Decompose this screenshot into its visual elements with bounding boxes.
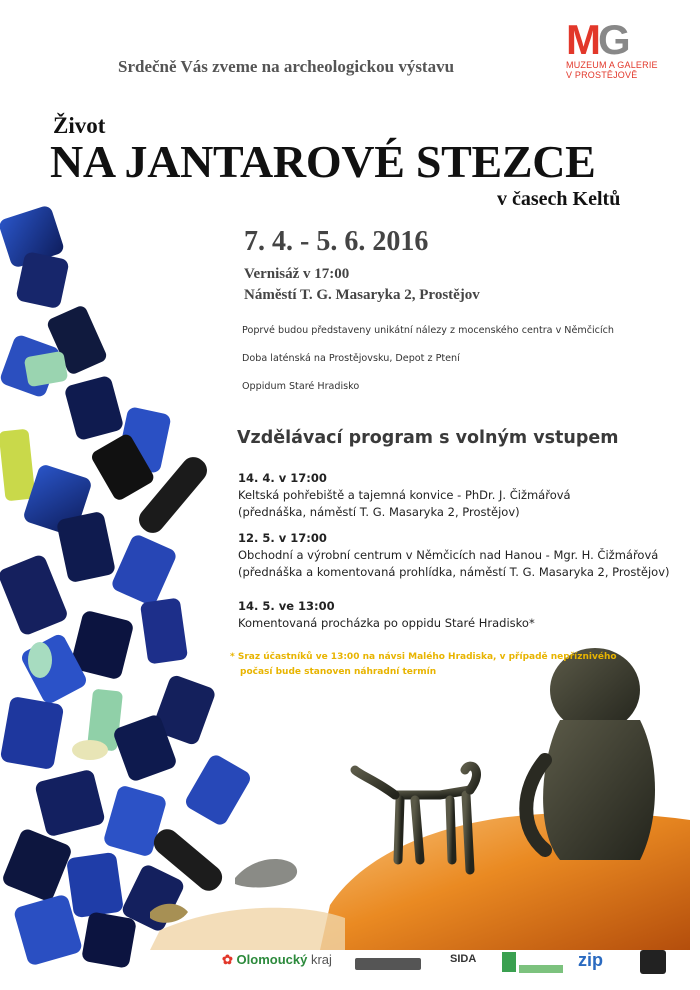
- note-line: * Sraz účastníků ve 13:00 na návsi Malého Hradiska, v případě nepříznivého: [230, 652, 617, 662]
- vernisage-block: [244, 264, 480, 306]
- vernisage-time: Vernisáž v 17:00: [244, 266, 350, 282]
- olomoucky-kraj-flower-icon: ✿: [222, 952, 233, 967]
- logo-letter-g: G: [598, 16, 628, 63]
- event-date: 14. 4. v 17:00: [238, 471, 327, 485]
- highlight-line: Poprvé budou představeny unikátní nálezy z mocenského centra v Němčicích: [242, 325, 614, 336]
- logo-line-2: V PROSTĚJOVĚ: [566, 70, 638, 80]
- partner-zip-label: zip: [578, 950, 603, 970]
- logo-line-1: MUZEUM A GALERIE: [566, 60, 658, 70]
- highlight-line: Doba laténská na Prostějovsku, Depot z Ptení: [242, 353, 460, 364]
- event-line: (přednáška a komentovaná prohlídka, náměstí T. G. Masaryka 2, Prostějov): [238, 565, 670, 579]
- event-line: Keltská pohřebiště a tajemná konvice - PhDr. J. Čižmářová: [238, 488, 571, 502]
- program-heading: Vzdělávací program s volným vstupem: [237, 428, 619, 448]
- partner-emblem-icon: [640, 950, 666, 974]
- partner-logo-6: [640, 950, 666, 977]
- partner-logo-2: [355, 958, 421, 973]
- title-prefix: Život: [53, 113, 106, 138]
- event-item: [238, 530, 670, 581]
- highlight-line: Oppidum Staré Hradisko: [242, 381, 360, 392]
- event-item: [238, 470, 571, 521]
- exhibition-dates: 7. 4. - 5. 6. 2016: [244, 226, 429, 257]
- museum-logo: [566, 16, 666, 82]
- partner-olomoucky-label: Olomoucký: [236, 952, 308, 967]
- partner-sida: [450, 953, 476, 965]
- logo-monogram: [566, 16, 666, 63]
- partner-kraj-label: kraj: [310, 952, 332, 967]
- main-title: NA JANTAROVÉ STEZCE: [50, 136, 596, 187]
- event-line: (přednáška, náměstí T. G. Masaryka 2, Prostějov): [238, 505, 520, 519]
- note-line: počasí bude stanoven náhradní termín: [240, 667, 437, 677]
- event-date: 12. 5. v 17:00: [238, 531, 327, 545]
- invitation-text: Srdečně Vás zveme na archeologickou výstavu: [118, 57, 455, 76]
- event-line: Obchodní a výrobní centrum v Němčicích nad Hanou - Mgr. H. Čižmářová: [238, 548, 659, 562]
- partner-green-icon: [502, 952, 516, 972]
- meeting-note: [230, 650, 617, 680]
- partner-sida-label: SIDA: [450, 953, 477, 965]
- event-date: 14. 5. ve 13:00: [238, 599, 335, 613]
- logo-letter-m: M: [566, 16, 598, 63]
- event-item: [238, 598, 535, 632]
- event-line: Komentovaná procházka po oppidu Staré Hradisko*: [238, 616, 535, 630]
- partner-logo-4: [502, 952, 563, 975]
- partner-green-text-icon: [519, 965, 563, 973]
- venue-address: Náměstí T. G. Masaryka 2, Prostějov: [244, 287, 480, 303]
- partner-zip: [578, 950, 603, 971]
- partner-olomoucky-kraj: [222, 952, 332, 968]
- title-suffix: v časech Keltů: [497, 188, 621, 210]
- partner-emblem-icon: [355, 958, 421, 970]
